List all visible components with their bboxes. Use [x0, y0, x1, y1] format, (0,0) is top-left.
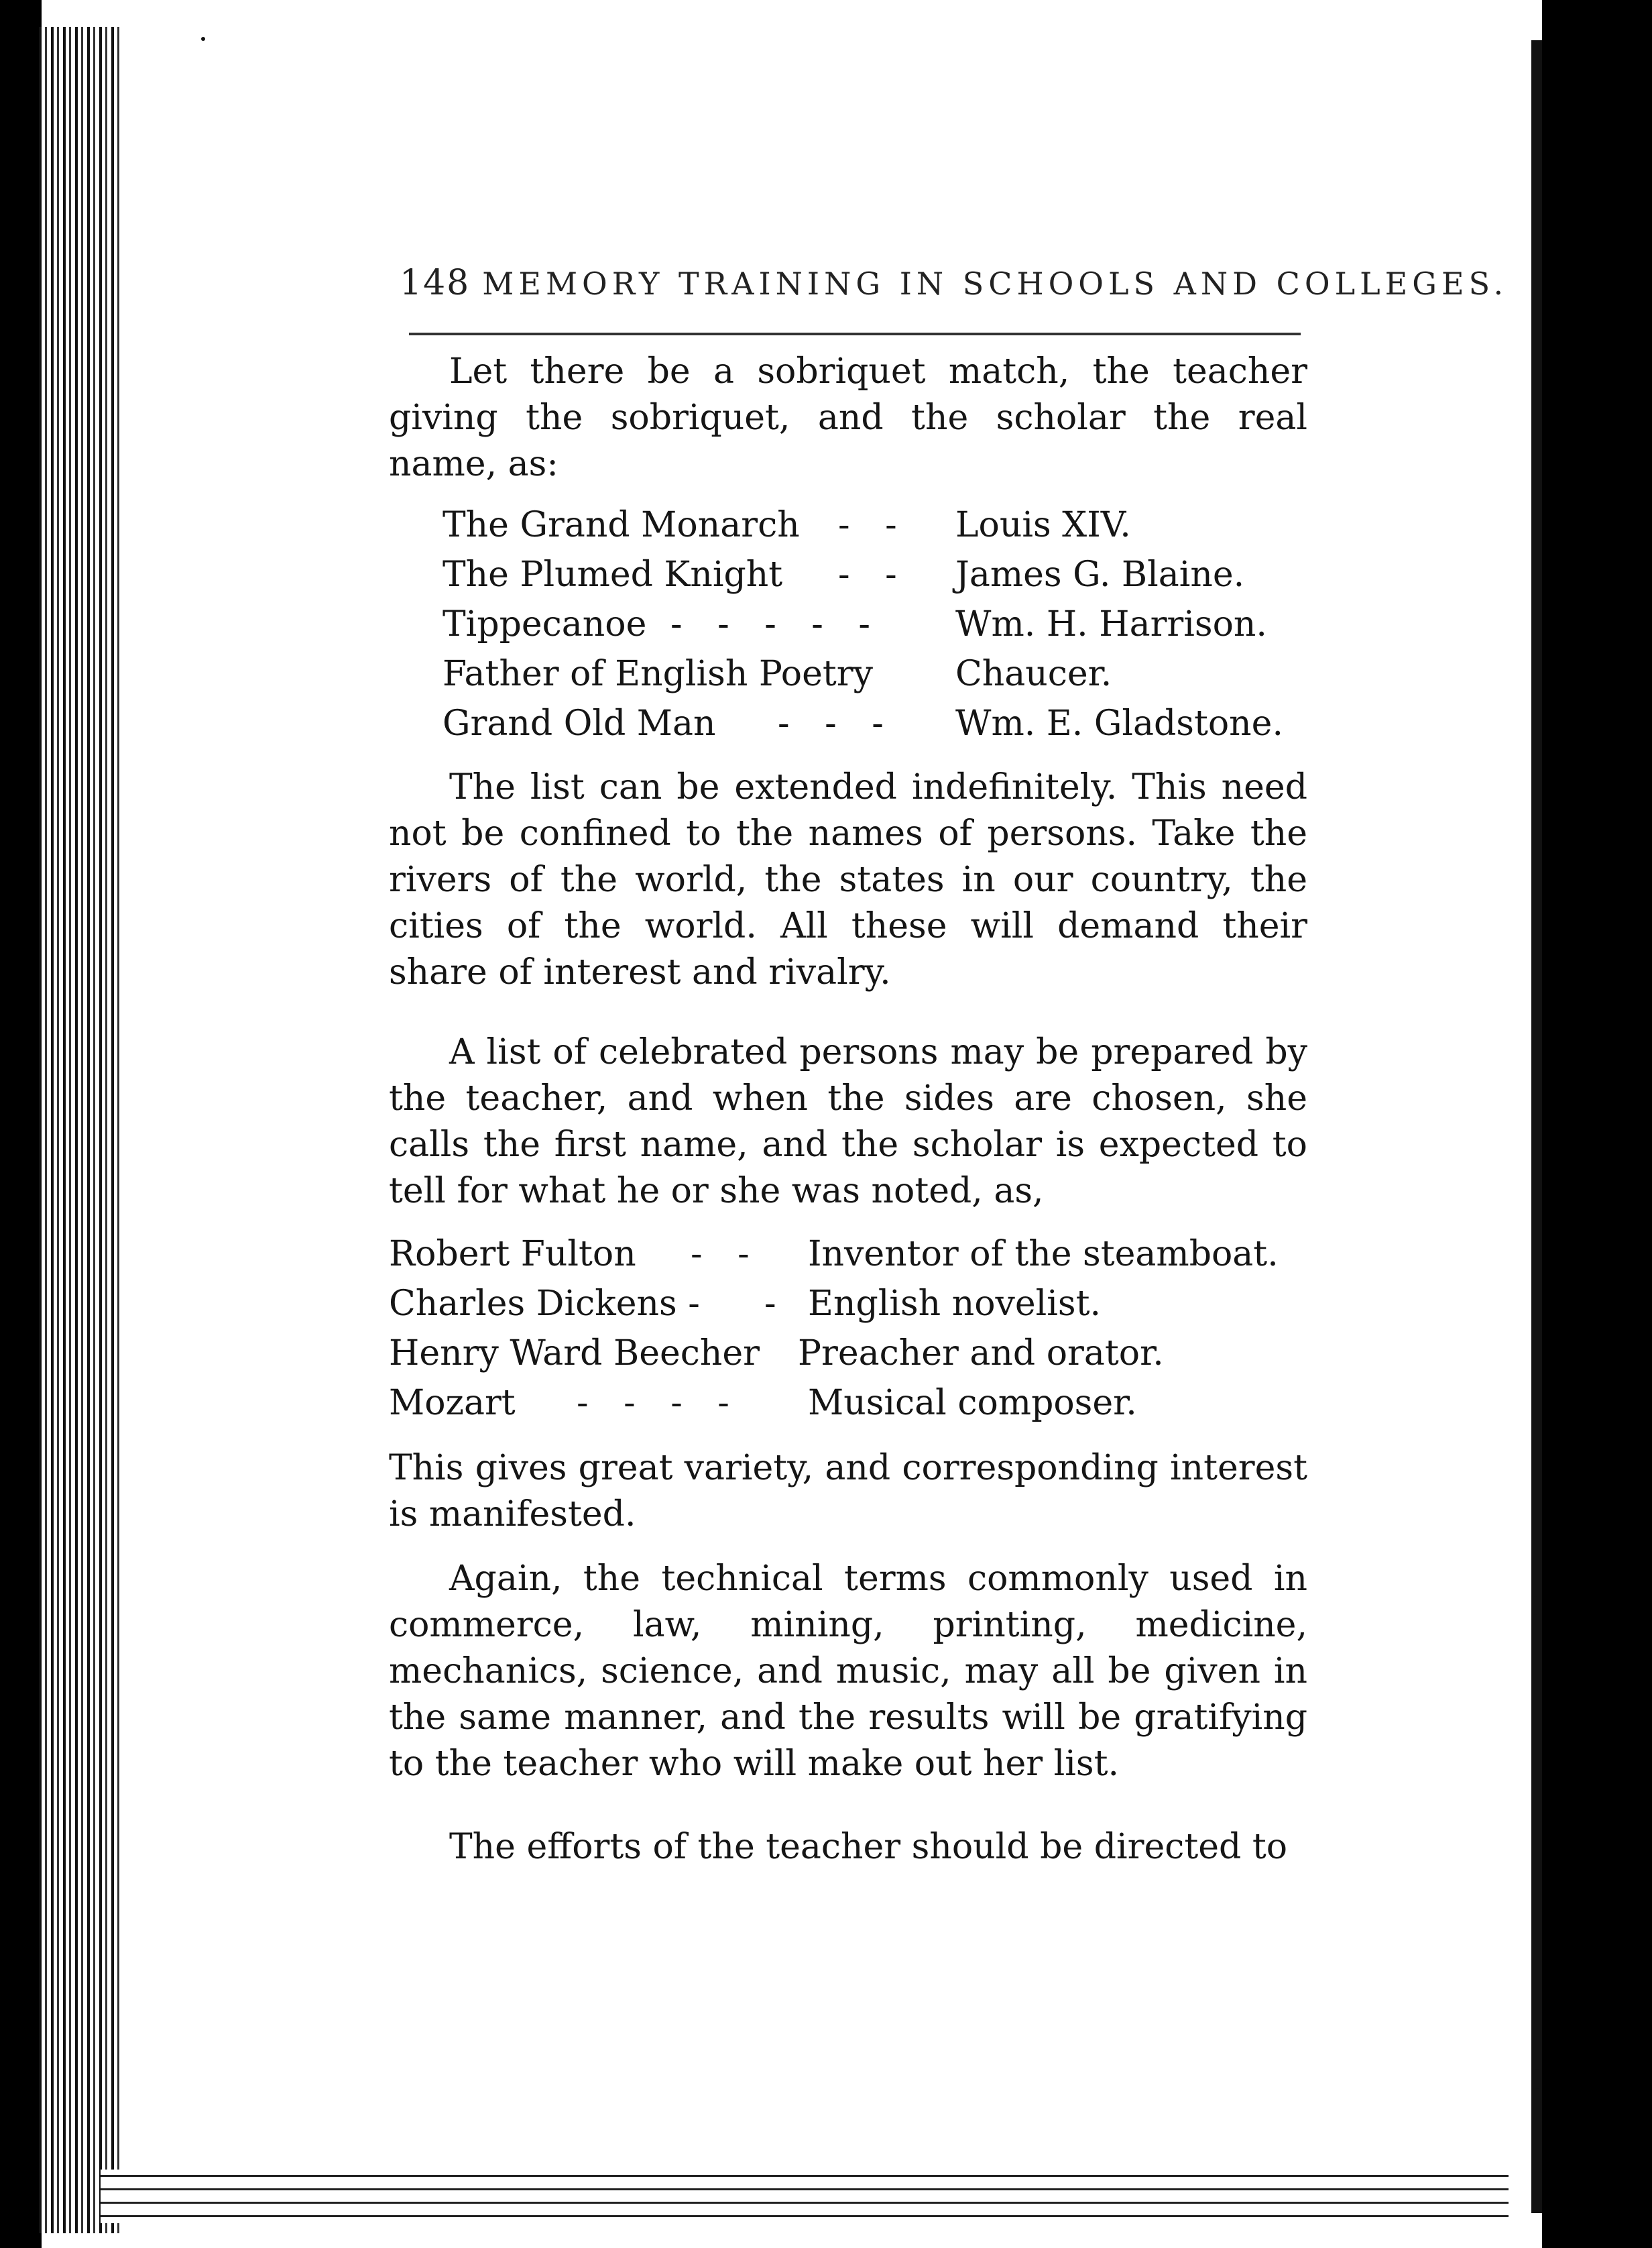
page-number: 148 — [400, 263, 471, 303]
paragraph-block-1 — [389, 349, 1307, 488]
list-item — [389, 1231, 1287, 1280]
paragraph-block-4 — [389, 1445, 1307, 1538]
celebrated-list — [389, 1231, 1287, 1429]
paragraph: A list of celebrated persons may be prepared by the teacher, and when the sides are chosen, she calls the first name, and the scholar is expected to tell for what he or she was noted, as, — [389, 1032, 1307, 1211]
leader-dashes: - - - - - — [670, 604, 882, 644]
paragraph: The list can be extended indefinitely. This need not be confined to the names of persons. Take the rivers of the world, the states in our country, the cities of the world. All these will demand their share of interest and rivalry. — [389, 767, 1307, 993]
list-item — [442, 551, 1307, 601]
noted-for: English novelist. — [808, 1284, 1102, 1324]
paragraph: Let there be a sobriquet match, the teacher giving the sobriquet, and the scholar the real name, as: — [389, 351, 1307, 484]
real-name: James G. Blaine. — [955, 555, 1245, 595]
scan-speck — [201, 37, 205, 41]
left-dark-border — [0, 0, 42, 2248]
sobriquet-term: Father of English Poetry — [442, 654, 873, 694]
list-item — [389, 1380, 1287, 1429]
running-title: MEMORY TRAINING IN SCHOOLS AND COLLEGES. — [482, 266, 1509, 302]
noted-for: Inventor of the steamboat. — [808, 1234, 1279, 1274]
real-name: Wm. E. Gladstone. — [955, 704, 1283, 744]
paragraph-block-5 — [389, 1556, 1307, 1787]
person-name: Robert Fulton — [389, 1234, 636, 1274]
book-edge-bottom — [101, 2170, 1509, 2223]
paragraph-block-2 — [389, 765, 1307, 996]
paragraph-block-6 — [389, 1824, 1307, 1870]
person-name: Henry Ward Beecher — [389, 1333, 760, 1373]
running-header — [400, 263, 1509, 310]
noted-for: Preacher and orator. — [798, 1333, 1164, 1373]
real-name: Chaucer. — [955, 654, 1112, 694]
leader-dashes: - - - - — [577, 1383, 742, 1423]
paragraph-block-3 — [389, 1029, 1307, 1215]
list-item — [389, 1280, 1287, 1330]
leader-dashes: - - — [838, 505, 909, 545]
paragraph: This gives great variety, and corresponding interest is manifested. — [389, 1448, 1307, 1534]
book-edge-left — [39, 27, 119, 2233]
list-item — [442, 651, 1307, 700]
right-dark-border — [1542, 0, 1652, 2248]
leader-dashes: - - — [838, 555, 909, 595]
paragraph: Again, the technical terms commonly used in commerce, law, mining, printing, medicine, mechanics, science, and music, may all be given in the same manner, and the results will be gratifying to the teacher who will make out her list. — [389, 1559, 1307, 1784]
book-edge-right — [1531, 40, 1542, 2213]
paragraph: The efforts of the teacher should be directed to — [449, 1827, 1288, 1867]
leader-dashes: - — [764, 1284, 788, 1324]
list-item — [442, 700, 1307, 750]
list-item — [389, 1330, 1287, 1380]
list-item — [442, 502, 1307, 551]
sobriquet-term: Grand Old Man — [442, 704, 716, 744]
real-name: Wm. H. Harrison. — [955, 604, 1267, 644]
person-name: Mozart — [389, 1383, 516, 1423]
noted-for: Musical composer. — [808, 1383, 1137, 1423]
leader-dashes: - - - — [778, 704, 896, 744]
scan-speck — [1535, 2069, 1539, 2089]
sobriquet-list — [442, 502, 1307, 750]
real-name: Louis XIV. — [955, 505, 1131, 545]
list-item — [442, 601, 1307, 651]
scan-speck — [1534, 1596, 1537, 1615]
sobriquet-term: Tippecanoe — [442, 604, 647, 644]
person-name: Charles Dickens - — [389, 1284, 700, 1324]
header-rule — [409, 333, 1301, 335]
sobriquet-term: The Plumed Knight — [442, 555, 783, 595]
sobriquet-term: The Grand Monarch — [442, 505, 800, 545]
leader-dashes: - - — [691, 1234, 762, 1274]
